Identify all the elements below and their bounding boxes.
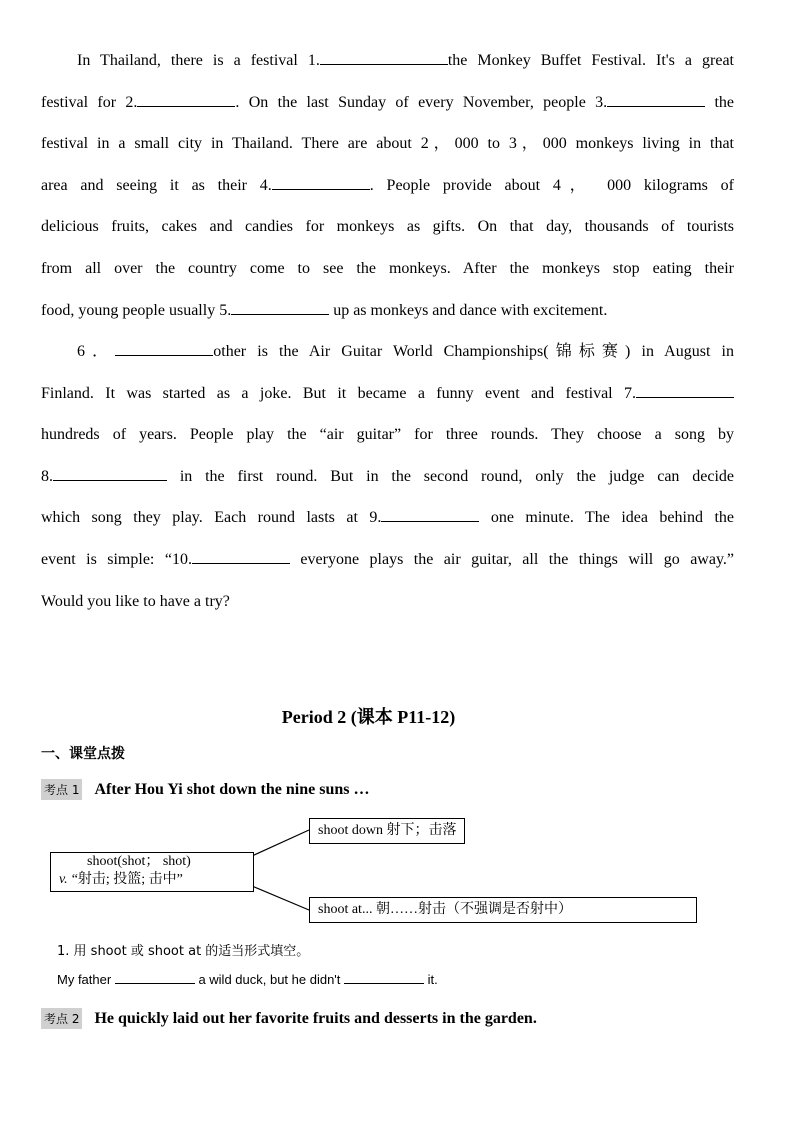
passage-line: from all over the country come to see the monkeys. After the monkeys stop eating their bbox=[41, 259, 734, 277]
passage-line: delicious fruits, cakes and candies for monkeys as gifts. On that day, thousands of tourists bbox=[41, 218, 734, 236]
passage-line: festival for 2. . On the last Sunday of every November, people 3. the bbox=[41, 93, 735, 111]
diagram-top-box: shoot down 射下；击落 bbox=[309, 818, 465, 844]
kaodian-tag: 考点 2 bbox=[41, 1008, 82, 1029]
exercise-blank-1[interactable] bbox=[115, 972, 195, 984]
kaodian-text: He quickly laid out her favorite fruits and desserts in the garden. bbox=[94, 1009, 537, 1027]
passage-line: which song they play. Each round lasts at 9. one minute. The idea behind the bbox=[41, 509, 734, 527]
kaodian-2 bbox=[41, 1008, 537, 1029]
exercise-blank-2[interactable] bbox=[344, 972, 424, 984]
diagram-center-box: shoot(shot； shot) v. “射击; 投篮; 击中” bbox=[50, 852, 254, 892]
passage-line: In Thailand, there is a festival 1. the Monkey Buffet Festival. It's a great bbox=[77, 52, 734, 69]
kaodian-text: After Hou Yi shot down the nine suns … bbox=[94, 780, 370, 798]
passage-line: food, young people usually 5. up as monkeys and dance with excitement. bbox=[41, 301, 608, 319]
passage-line: event is simple: “10. everyone plays the air guitar, all the things will go away.” bbox=[41, 550, 735, 568]
section-title: 一、课堂点拨 bbox=[41, 746, 125, 762]
passage-line: hundreds of years. People play the “air guitar” for three rounds. They choose a song by bbox=[41, 426, 734, 444]
exercise-question: 1. 用 shoot 或 shoot at 的适当形式填空。 bbox=[57, 944, 310, 959]
passage-line: 8. in the first round. But in the second round, only the judge can decide bbox=[41, 467, 734, 485]
passage-line: Would you like to have a try? bbox=[41, 592, 230, 610]
diagram-bottom-box: shoot at... 朝……射击（不强调是否射中） bbox=[309, 897, 697, 923]
kaodian-tag: 考点 1 bbox=[41, 779, 82, 800]
exercise-sentence: My father a wild duck, but he didn't it. bbox=[57, 972, 438, 987]
passage-line: Finland. It was started as a joke. But it became a funny event and festival 7. bbox=[41, 373, 734, 415]
passage-line: area and seeing it as their 4. . People provide about 4， 000 kilograms of bbox=[41, 176, 734, 194]
period-title: Period 2 (课本 P11-12) bbox=[281, 707, 456, 727]
passage-line: 6． other is the Air Guitar World Championships(锦标赛) in August in bbox=[77, 343, 734, 360]
passage-line: festival in a small city in Thailand. There are about 2，000 to 3，000 monkeys living in that bbox=[41, 135, 735, 153]
